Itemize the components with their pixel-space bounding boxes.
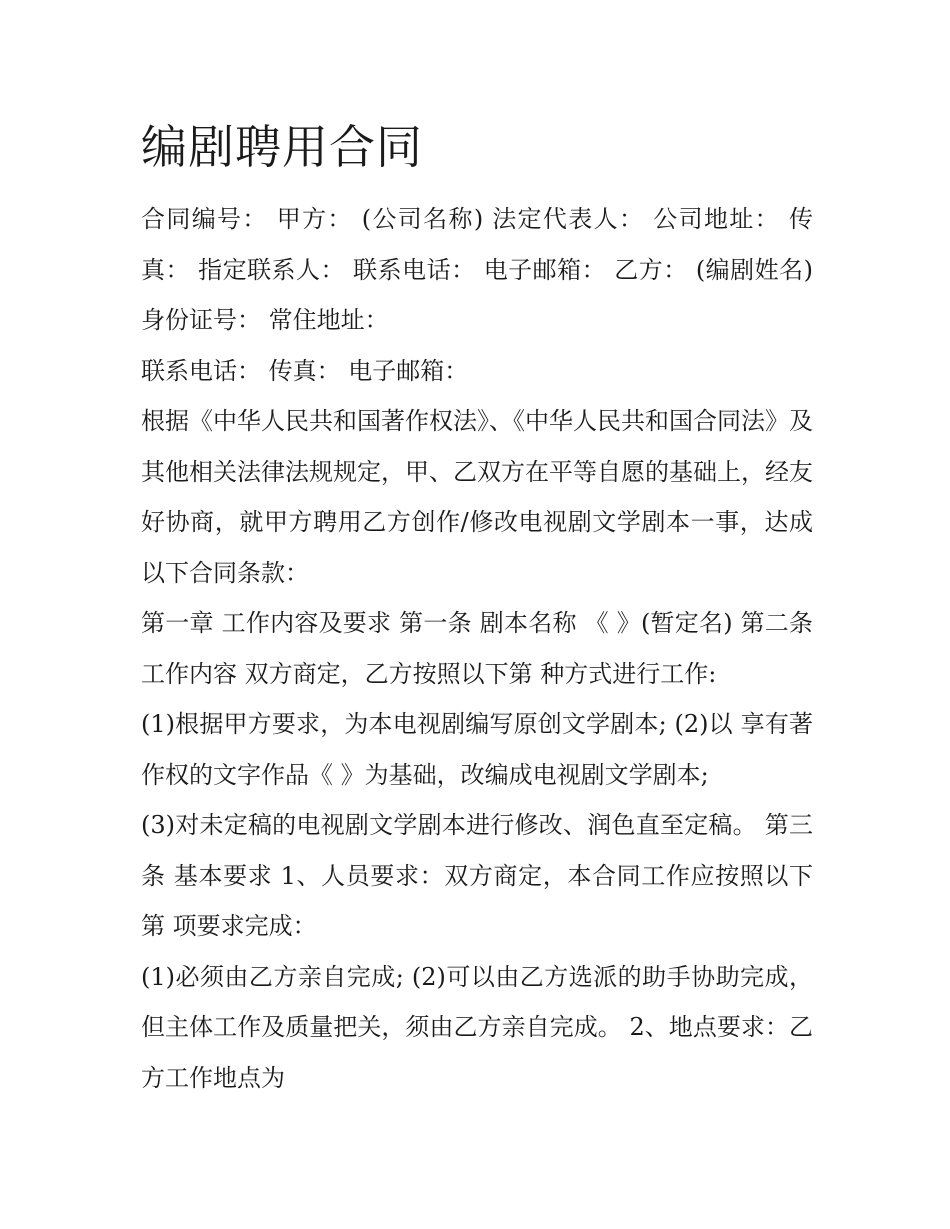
document-content — [141, 112, 813, 1103]
document-title: 编剧聘用合同 — [141, 120, 423, 174]
paragraph-parties: 合同编号： 甲方： (公司名称) 法定代表人： 公司地址： 传真： 指定联系人： 联系电话： 电子邮箱： 乙方： (编剧姓名) 身份证号： 常住地址： — [141, 205, 813, 334]
paragraph-chapter-one: 第一章 工作内容及要求 第一条 剧本名称 《 》(暂定名) 第二条 工作内容 双方商定，乙方按照以下第 种方式进行工作: — [141, 609, 813, 688]
paragraph-work-mode: (1)根据甲方要求，为本电视剧编写原创文学剧本; (2)以 享有著作权的文字作品《 》为基础，改编成电视剧文学剧本; — [141, 710, 813, 789]
paragraph-basic-requirements: (3)对未定稿的电视剧文学剧本进行修改、润色直至定稿。 第三条 基本要求 1、人员要求：双方商定，本合同工作应按照以下第 项要求完成： — [141, 811, 813, 940]
paragraph-preamble: 根据《中华人民共和国著作权法》、《中华人民共和国合同法》及其他相关法律法规规定，甲、乙双方在平等自愿的基础上，经友好协商，就甲方聘用乙方创作/修改电视剧文学剧本一事，达成以下合同条款： — [141, 407, 813, 587]
paragraph-contact: 联系电话： 传真： 电子邮箱： — [141, 356, 469, 385]
paragraph-personnel: (1)必须由乙方亲自完成; (2)可以由乙方选派的助手协助完成，但主体工作及质量把关，须由乙方亲自完成。 2、地点要求：乙方工作地点为 — [141, 962, 813, 1092]
